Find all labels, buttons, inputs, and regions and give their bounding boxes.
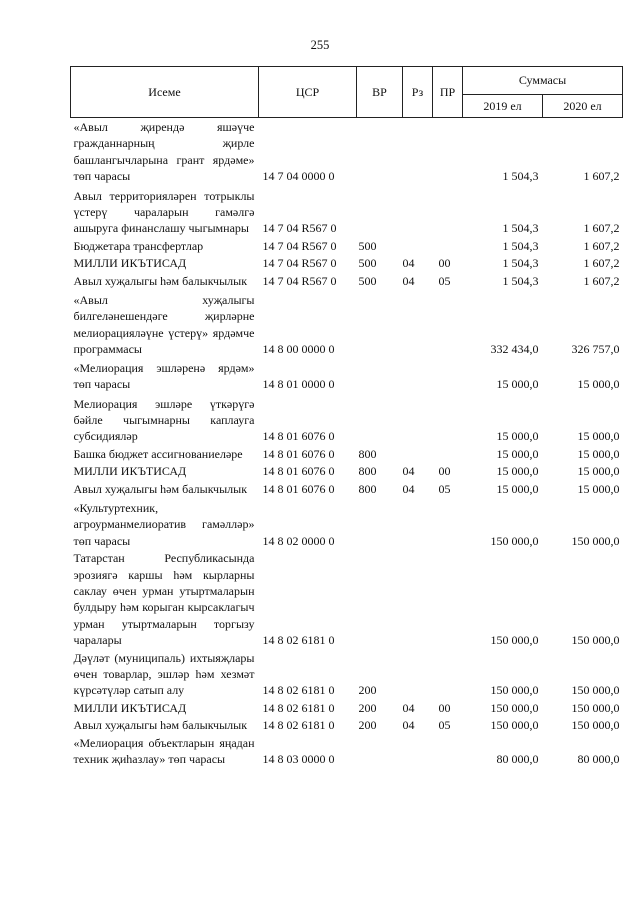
page-number: 255 <box>310 38 330 52</box>
row-rz: 04 <box>402 464 415 479</box>
row-csr: 14 8 02 0000 0 <box>262 533 335 548</box>
table-row <box>71 549 623 648</box>
row-csr: 14 8 01 6076 0 <box>262 464 335 479</box>
row-rz <box>403 497 433 549</box>
row-amount-2020: 1 607,2 <box>583 169 620 184</box>
row-amount-2020: 150 000,0 <box>571 718 620 733</box>
row-amount-2019: 332 434,0 <box>490 342 539 357</box>
row-csr: 14 7 04 R567 0 <box>262 221 337 236</box>
row-csr: 14 8 01 6076 0 <box>262 429 335 444</box>
row-pr <box>433 237 463 254</box>
row-amount-2019: 1 504,3 <box>502 256 539 271</box>
table-row <box>71 237 623 254</box>
row-amount-2020: 80 000,0 <box>577 752 620 767</box>
row-amount-2019: 15 000,0 <box>496 377 539 392</box>
row-rz: 04 <box>402 273 415 288</box>
row-pr <box>433 549 463 648</box>
row-vr: 800 <box>358 481 377 496</box>
row-vr: 500 <box>358 238 377 253</box>
header-year-2019: 2019 ел <box>463 95 543 118</box>
row-rz: 04 <box>402 718 415 733</box>
row-vr <box>357 393 403 445</box>
table-row <box>71 734 623 768</box>
row-amount-2019: 150 000,0 <box>490 700 539 715</box>
row-amount-2020: 150 000,0 <box>571 633 620 648</box>
header-csr: ЦСР <box>259 67 357 118</box>
row-name: МИЛЛИ ИКЪТИСАД <box>73 464 187 479</box>
row-amount-2020: 15 000,0 <box>577 429 620 444</box>
row-pr: 05 <box>438 718 451 733</box>
row-csr: 14 8 00 0000 0 <box>262 342 335 357</box>
row-rz: 04 <box>402 256 415 271</box>
table-row <box>71 480 623 497</box>
row-amount-2020: 150 000,0 <box>571 683 620 698</box>
table-row <box>71 649 623 699</box>
table-row <box>71 185 623 237</box>
row-pr: 05 <box>438 273 451 288</box>
table-header <box>71 67 623 118</box>
row-vr: 200 <box>358 718 377 733</box>
row-name: Дәүләт (муниципаль) ихтыяҗлары өчен товарлар, эшләр һәм хезмәт күрсәтүләр сатып алу <box>73 650 255 698</box>
row-amount-2020: 1 607,2 <box>583 273 620 288</box>
row-amount-2019: 1 504,3 <box>502 273 539 288</box>
row-rz <box>403 649 433 699</box>
row-amount-2020: 15 000,0 <box>577 446 620 461</box>
row-name: Авыл хуҗалыгы һәм балыкчылык <box>73 718 248 733</box>
table-row <box>71 289 623 358</box>
row-name: Башка бюджет ассигнованиеләре <box>73 446 243 461</box>
row-amount-2019: 15 000,0 <box>496 429 539 444</box>
table-row <box>71 497 623 549</box>
row-csr: 14 7 04 R567 0 <box>262 256 337 271</box>
row-name: «Авыл җирендә яшәүче гражданнарның җирле башлангычларына грант ярдәме» төп чарасы <box>73 120 255 184</box>
row-vr <box>357 358 403 393</box>
table-row <box>71 462 623 479</box>
row-amount-2019: 80 000,0 <box>496 752 539 767</box>
header-pr: ПР <box>433 67 463 118</box>
row-pr: 00 <box>438 464 451 479</box>
row-name: «Культуртехник, агроурманмелиоратив гамәлләр» төп чарасы <box>73 500 255 548</box>
row-name: Татарстан Республикасында эрозиягә каршы һәм кырларны саклау өчен урман утыртмаларын булдыру һәм корыган кырсаклагыч урман утыртмаларын торгызу чаралары <box>73 551 255 648</box>
row-amount-2020: 15 000,0 <box>577 464 620 479</box>
row-csr: 14 8 02 6181 0 <box>262 683 335 698</box>
row-rz <box>403 734 433 768</box>
row-amount-2020: 15 000,0 <box>577 481 620 496</box>
row-pr <box>433 289 463 358</box>
budget-table <box>70 66 623 767</box>
row-pr <box>433 185 463 237</box>
row-pr: 00 <box>438 700 451 715</box>
header-name: Исеме <box>71 67 259 118</box>
row-vr <box>357 118 403 185</box>
row-vr <box>357 497 403 549</box>
row-name: Мелиорация эшләре үткәрүгә бәйле чыгымнарны каплауга субсидияләр <box>73 396 255 444</box>
row-pr <box>433 445 463 462</box>
row-rz <box>403 118 433 185</box>
row-amount-2020: 150 000,0 <box>571 533 620 548</box>
row-amount-2019: 1 504,3 <box>502 221 539 236</box>
row-name: «Мелиорация эшләренә ярдәм» төп чарасы <box>73 360 255 392</box>
header-rz: Рз <box>403 67 433 118</box>
row-csr: 14 8 01 6076 0 <box>262 446 335 461</box>
row-pr <box>433 734 463 768</box>
row-vr: 500 <box>358 273 377 288</box>
row-amount-2019: 1 504,3 <box>502 238 539 253</box>
header-vr: ВР <box>357 67 403 118</box>
row-pr <box>433 497 463 549</box>
row-rz <box>403 289 433 358</box>
table-row <box>71 716 623 733</box>
header-amounts: Суммасы <box>463 67 623 95</box>
row-vr: 500 <box>358 256 377 271</box>
row-rz <box>403 358 433 393</box>
row-pr <box>433 393 463 445</box>
row-csr: 14 7 04 0000 0 <box>262 169 335 184</box>
row-vr: 200 <box>358 700 377 715</box>
row-vr <box>357 734 403 768</box>
table-row <box>71 699 623 716</box>
row-amount-2020: 1 607,2 <box>583 238 620 253</box>
table-row <box>71 272 623 289</box>
table-row <box>71 118 623 185</box>
row-amount-2019: 150 000,0 <box>490 633 539 648</box>
row-pr <box>433 358 463 393</box>
row-csr: 14 8 03 0000 0 <box>262 752 335 767</box>
row-amount-2019: 150 000,0 <box>490 718 539 733</box>
row-vr <box>357 549 403 648</box>
row-rz <box>403 393 433 445</box>
header-year-2020: 2020 ел <box>543 95 623 118</box>
row-amount-2019: 150 000,0 <box>490 683 539 698</box>
row-vr: 200 <box>358 683 377 698</box>
row-name: Авыл хуҗалыгы һәм балыкчылык <box>73 481 248 496</box>
table-row <box>71 393 623 445</box>
row-name: Бюджетара трансфертлар <box>73 238 204 253</box>
row-amount-2020: 1 607,2 <box>583 256 620 271</box>
row-rz <box>403 185 433 237</box>
row-csr: 14 8 02 6181 0 <box>262 718 335 733</box>
row-vr <box>357 289 403 358</box>
row-csr: 14 7 04 R567 0 <box>262 238 337 253</box>
row-name: «Мелиорация объектларын яңадан техник җиһазлау» төп чарасы <box>73 735 255 767</box>
row-rz <box>403 549 433 648</box>
row-csr: 14 7 04 R567 0 <box>262 273 337 288</box>
row-vr <box>357 185 403 237</box>
row-name: МИЛЛИ ИКЪТИСАД <box>73 256 187 271</box>
table-row <box>71 254 623 271</box>
row-csr: 14 8 02 6181 0 <box>262 633 335 648</box>
row-rz: 04 <box>402 700 415 715</box>
row-amount-2019: 15 000,0 <box>496 481 539 496</box>
table-row <box>71 358 623 393</box>
row-name: МИЛЛИ ИКЪТИСАД <box>73 700 187 715</box>
row-amount-2020: 1 607,2 <box>583 221 620 236</box>
row-amount-2020: 326 757,0 <box>571 342 620 357</box>
row-csr: 14 8 01 6076 0 <box>262 481 335 496</box>
row-pr: 05 <box>438 481 451 496</box>
row-amount-2019: 15 000,0 <box>496 446 539 461</box>
row-rz: 04 <box>402 481 415 496</box>
row-pr <box>433 649 463 699</box>
row-amount-2020: 150 000,0 <box>571 700 620 715</box>
row-name: «Авыл хуҗалыгы билгеләнешендәге җирләрне мелиорацияләүне үстерү» ярдәмче программасы <box>73 293 255 357</box>
row-amount-2019: 150 000,0 <box>490 533 539 548</box>
row-amount-2019: 15 000,0 <box>496 464 539 479</box>
table-body <box>71 118 623 768</box>
row-rz <box>403 445 433 462</box>
row-name: Авыл территорияләрен тотрыклы үстерү чараларын гамәлгә ашыруга финанслашу чыгымнары <box>73 188 255 236</box>
table-row <box>71 445 623 462</box>
row-csr: 14 8 02 6181 0 <box>262 700 335 715</box>
row-name: Авыл хуҗалыгы һәм балыкчылык <box>73 273 248 288</box>
row-csr: 14 8 01 0000 0 <box>262 377 335 392</box>
row-amount-2019: 1 504,3 <box>502 169 539 184</box>
row-amount-2020: 15 000,0 <box>577 377 620 392</box>
row-pr: 00 <box>438 256 451 271</box>
row-vr: 800 <box>358 446 377 461</box>
row-vr: 800 <box>358 464 377 479</box>
row-rz <box>403 237 433 254</box>
row-pr <box>433 118 463 185</box>
